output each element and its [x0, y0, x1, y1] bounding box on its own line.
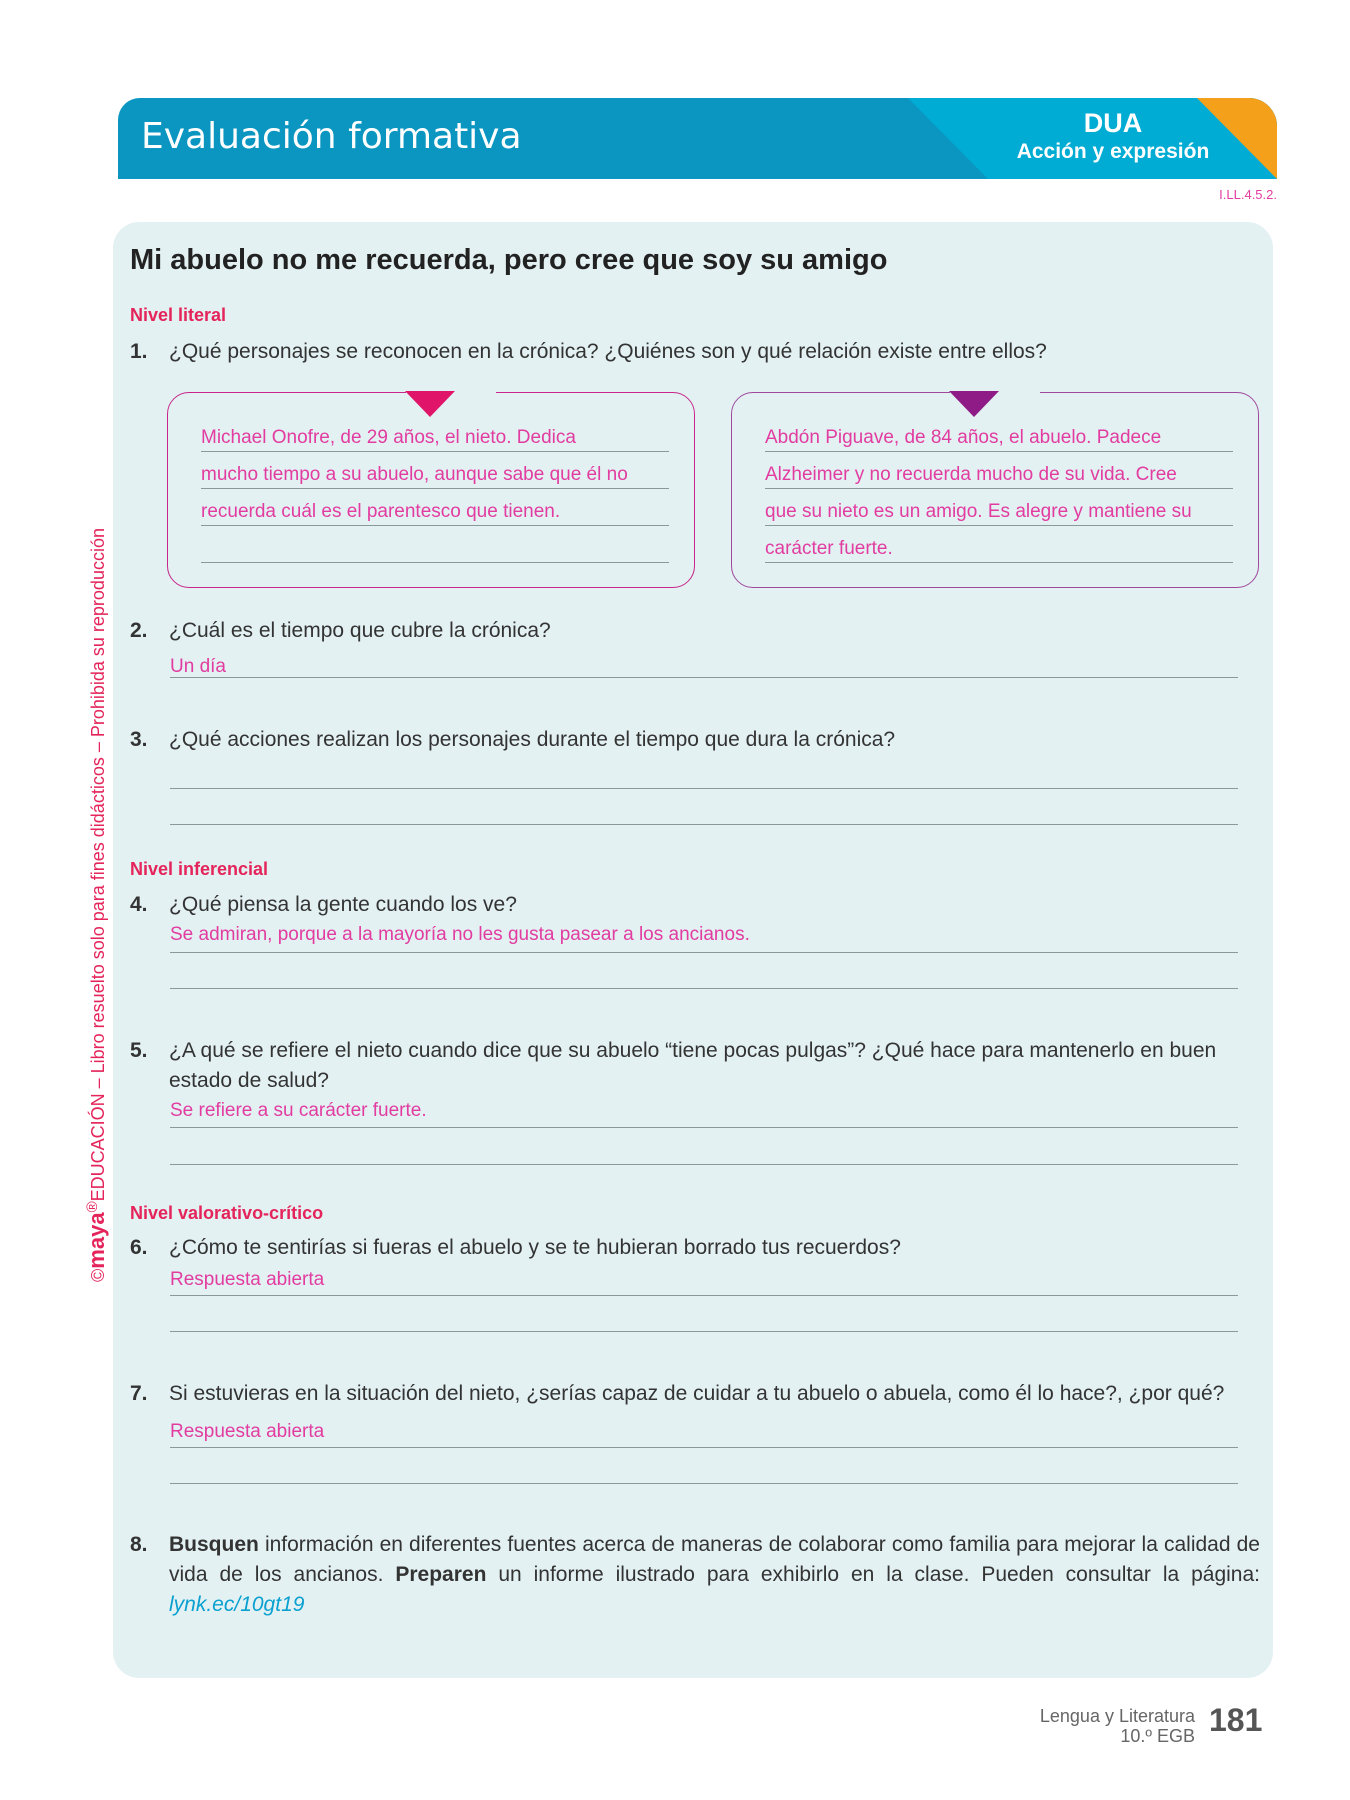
triangle-marker	[949, 391, 999, 417]
page-number: 181	[1209, 1702, 1263, 1738]
question-text: ¿Cómo te sentirías si fueras el abuelo y se te hubieran borrado tus recuerdos?	[169, 1236, 901, 1259]
answer-line-text[interactable]: que su nieto es un amigo. Es alegre y mantiene su	[765, 501, 1192, 522]
character-box-grandson	[167, 392, 695, 588]
answer-line-text[interactable]: recuerda cuál es el parentesco que tienen.	[201, 501, 561, 522]
answer-line	[170, 677, 1238, 678]
question-text: un informe ilustrado para exhibirlo en la clase. Pueden consultar la página:	[486, 1563, 1260, 1586]
question-text: ¿A qué se refiere el nieto cuando dice que su abuelo “tiene pocas pulgas”? ¿Qué hace para mantenerlo en buen estado de salud?	[169, 1039, 1217, 1092]
registered-mark: ®	[84, 1201, 101, 1213]
answer-line	[170, 1127, 1238, 1128]
question-1	[130, 337, 1260, 367]
section-header	[118, 98, 1277, 179]
answer-line-text[interactable]: mucho tiempo a su abuelo, aunque sabe que él no	[201, 464, 628, 485]
question-number: 8.	[130, 1533, 148, 1556]
question-number: 5.	[130, 1039, 148, 1062]
question-3	[130, 725, 1260, 755]
dua-title: DUA	[1083, 108, 1143, 138]
dua-label	[998, 108, 1228, 166]
section-title: Evaluación formativa	[141, 116, 522, 157]
answer-2[interactable]: Un día	[170, 656, 226, 677]
answer-line[interactable]	[170, 824, 1238, 825]
answer-line[interactable]	[170, 988, 1238, 989]
grade-label: 10.º EGB	[1120, 1726, 1195, 1746]
question-text: ¿Qué piensa la gente cuando los ve?	[169, 893, 517, 916]
subject-label: Lengua y Literatura	[1039, 1706, 1195, 1726]
question-number: 3.	[130, 728, 148, 751]
answer-line-text[interactable]: Alzheimer y no recuerda mucho de su vida. Cree	[765, 464, 1177, 485]
answer-line[interactable]	[170, 788, 1238, 789]
indicator-code: I.LL.4.5.2.	[1219, 187, 1277, 202]
question-text: información en diferentes fuentes acerca de maneras de colaborar como familia para mejorar la calidad de vida de los ancianos.	[169, 1533, 1260, 1586]
copyright-sidebar	[84, 528, 110, 1282]
question-number: 7.	[130, 1382, 148, 1405]
copyright-text: EDUCACIÓN – Libro resuelto solo para fines didácticos – Prohibida su reproducción	[88, 528, 108, 1202]
answer-line	[170, 952, 1238, 953]
answer-line	[170, 1295, 1238, 1296]
answer-line-text[interactable]: Michael Onofre, de 29 años, el nieto. Dedica	[201, 427, 576, 448]
question-7	[130, 1379, 1260, 1409]
copyright-symbol: ©	[88, 1268, 108, 1282]
question-text: ¿Qué acciones realizan los personajes durante el tiempo que dura la crónica?	[169, 728, 896, 751]
answer-4[interactable]: Se admiran, porque a la mayoría no les gusta pasear a los ancianos.	[170, 924, 750, 945]
question-text: ¿Cuál es el tiempo que cubre la crónica?	[169, 619, 551, 642]
answer-line[interactable]	[170, 1331, 1238, 1332]
level-inferencial: Nivel inferencial	[130, 859, 269, 879]
question-number: 2.	[130, 619, 148, 642]
question-4	[130, 890, 1260, 920]
question-text: Si estuvieras en la situación del nieto, ¿serías capaz de cuidar a tu abuelo o abuela, como él lo hace?, ¿por qué?	[169, 1382, 1225, 1405]
level-literal: Nivel literal	[130, 305, 227, 325]
triangle-marker	[405, 391, 455, 417]
level-valorativo: Nivel valorativo-crítico	[130, 1203, 324, 1223]
activity-title: Mi abuelo no me recuerda, pero cree que soy su amigo	[130, 244, 888, 276]
question-number: 4.	[130, 893, 148, 916]
question-number: 1.	[130, 340, 148, 363]
question-number: 6.	[130, 1236, 148, 1259]
question-2	[130, 616, 1260, 646]
question-6	[130, 1233, 1260, 1263]
answer-6[interactable]: Respuesta abierta	[170, 1269, 325, 1290]
instruction-verb: Preparen	[395, 1563, 487, 1586]
answer-5[interactable]: Se refiere a su carácter fuerte.	[170, 1100, 427, 1121]
answer-line[interactable]	[170, 1483, 1238, 1484]
answer-7[interactable]: Respuesta abierta	[170, 1421, 325, 1442]
dua-subtitle: Acción y expresión	[1016, 140, 1210, 163]
question-text: ¿Qué personajes se reconocen en la crónica? ¿Quiénes son y qué relación existe entre ellos?	[169, 340, 1047, 363]
brand-logo: maya	[84, 1212, 109, 1269]
resource-link[interactable]: lynk.ec/10gt19	[169, 1593, 305, 1616]
question-5	[130, 1036, 1260, 1096]
footer-subject	[1040, 1706, 1195, 1746]
instruction-verb: Busquen	[169, 1533, 259, 1556]
question-8	[130, 1530, 1260, 1620]
answer-line	[170, 1447, 1238, 1448]
character-box-grandfather	[731, 392, 1259, 588]
answer-line-text[interactable]: Abdón Piguave, de 84 años, el abuelo. Padece	[765, 427, 1162, 448]
answer-line[interactable]	[170, 1164, 1238, 1165]
answer-line-text[interactable]: carácter fuerte.	[765, 538, 893, 559]
